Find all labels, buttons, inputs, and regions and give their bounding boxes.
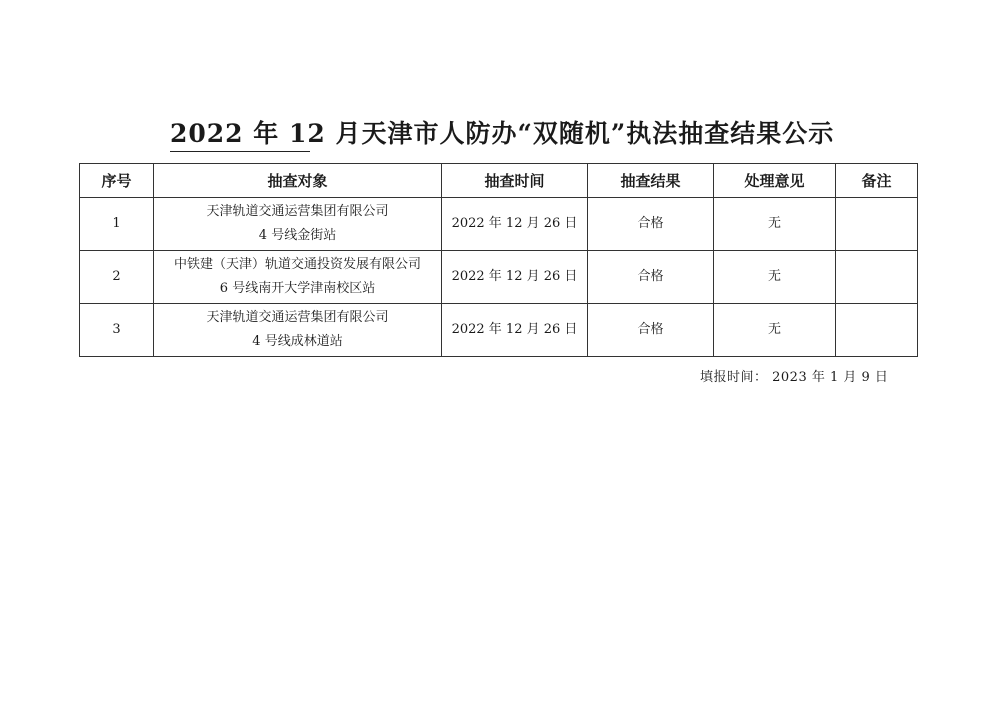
row-seq: 2 [80,251,154,304]
table-row [80,251,918,304]
table-row [80,198,918,251]
header-result: 抽查结果 [588,164,714,198]
row-seq: 3 [80,304,154,357]
header-remark: 备注 [836,164,918,198]
row-result: 合格 [588,198,714,251]
row-opinion: 无 [714,251,836,304]
target-company: 天津轨道交通运营集团有限公司 [206,310,389,325]
row-target [154,198,442,251]
header-date: 抽查时间 [442,164,588,198]
header-target: 抽查对象 [154,164,442,198]
target-station: 6 号线南开大学津南校区站 [219,281,376,296]
page-title: 2022 年 12 月天津市人防办“双随机”执法抽查结果公示 [170,119,835,148]
table-header-row [80,164,918,198]
target-station: 4 号线成林道站 [252,334,343,349]
row-remark [836,198,918,251]
header-opinion: 处理意见 [714,164,836,198]
row-seq: 1 [80,198,154,251]
header-seq: 序号 [80,164,154,198]
row-result: 合格 [588,251,714,304]
row-remark [836,304,918,357]
inspection-results-table [79,163,918,357]
row-date: 2022 年 12 月 26 日 [442,304,588,357]
row-target [154,251,442,304]
target-company: 天津轨道交通运营集团有限公司 [206,204,389,219]
row-date: 2022 年 12 月 26 日 [442,251,588,304]
table-row [80,304,918,357]
row-opinion: 无 [714,198,836,251]
row-opinion: 无 [714,304,836,357]
target-company: 中铁建（天津）轨道交通投资发展有限公司 [173,257,421,272]
row-date: 2022 年 12 月 26 日 [442,198,588,251]
row-result: 合格 [588,304,714,357]
row-target [154,304,442,357]
fill-date: 填报时间： 2023 年 1 月 9 日 [700,370,889,385]
target-station: 4 号线金街站 [258,228,337,243]
title-underline [170,151,310,152]
row-remark [836,251,918,304]
